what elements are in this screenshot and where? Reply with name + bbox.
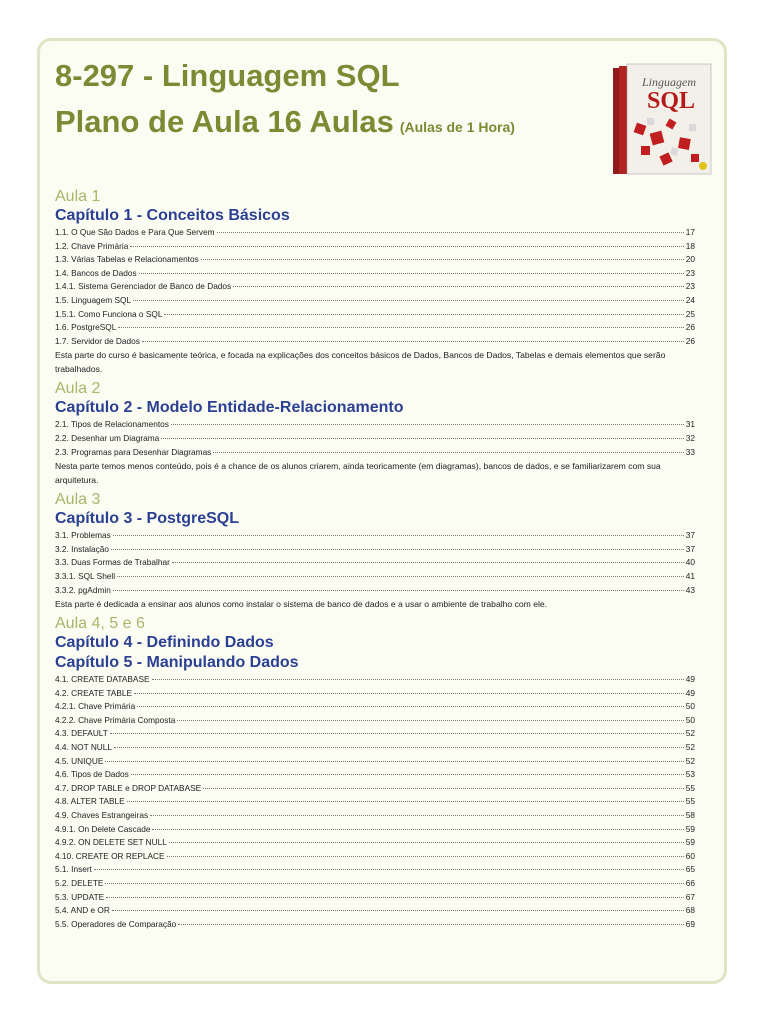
toc-item-label: 3.2. Instalação [55, 543, 109, 554]
toc-item-page: 53 [685, 769, 695, 780]
toc-list [55, 418, 695, 459]
toc-leader-dots [213, 452, 683, 453]
toc-item [55, 446, 695, 460]
toc-item-page: 43 [685, 584, 695, 595]
toc-item-label: 4.9.2. ON DELETE SET NULL [55, 837, 167, 848]
lesson-heading: Aula 1 [55, 188, 101, 205]
toc-leader-dots [217, 232, 684, 233]
lesson-heading: Aula 3 [55, 491, 101, 509]
chapter-heading: Capítulo 3 - PostgreSQL [55, 510, 240, 528]
toc-leader-dots [167, 856, 684, 857]
page-subtitle-suffix: (Aulas de 1 Hora) [399, 119, 515, 135]
toc-item [55, 321, 695, 335]
toc-leader-dots [203, 788, 684, 789]
toc-item-page: 49 [685, 674, 695, 685]
toc-item-page: 66 [685, 878, 695, 888]
toc-item-label: 1.6. PostgreSQL [55, 322, 117, 333]
chapter-heading: Capítulo 2 - Modelo Entidade-Relacionamento [55, 399, 404, 417]
toc-item-page: 18 [685, 240, 695, 251]
toc-item-label: 4.5. UNIQUE [55, 755, 104, 766]
toc-item [55, 529, 695, 543]
toc-item [55, 673, 695, 687]
toc-item [55, 755, 695, 769]
book-cover-image [605, 62, 715, 180]
toc-leader-dots [172, 562, 684, 563]
toc-item [55, 782, 695, 796]
toc-item-page: 23 [685, 281, 695, 292]
toc-leader-dots [118, 327, 683, 328]
toc-item [55, 432, 695, 446]
toc-leader-dots [137, 706, 684, 707]
toc-leader-dots [94, 869, 684, 870]
toc-leader-dots [161, 438, 684, 439]
toc-item-page: 20 [685, 254, 695, 265]
toc-item-label: 4.1. CREATE DATABASE [55, 674, 150, 685]
toc-item-page: 59 [685, 823, 695, 834]
toc-leader-dots [171, 424, 684, 425]
toc-leader-dots [127, 801, 684, 802]
toc-leader-dots [106, 897, 684, 898]
toc-item-page: 52 [685, 742, 695, 753]
toc-item-page: 37 [685, 543, 695, 554]
toc-item-label: 4.3. DEFAULT [55, 728, 108, 739]
toc-item-page: 59 [685, 837, 695, 848]
toc-leader-dots [112, 910, 684, 911]
toc-item [55, 727, 695, 741]
page-title: 8-297 - Linguagem SQL [55, 58, 400, 93]
toc-item-page: 67 [685, 891, 695, 902]
toc-item [55, 226, 695, 240]
toc-item [55, 570, 695, 584]
toc-leader-dots [142, 341, 684, 342]
lesson-heading: Aula 2 [55, 380, 101, 398]
toc-item-label: 1.2. Chave Primária [55, 240, 129, 251]
toc-item-label: 2.3. Programas para Desenhar Diagramas [55, 446, 212, 457]
toc-item-page: 50 [685, 714, 695, 725]
toc-item-page: 52 [685, 755, 695, 766]
toc-item-label: 4.9. Chaves Estrangeiras [55, 810, 149, 821]
toc-item-label: 4.2.2. Chave Primária Composta [55, 714, 176, 725]
toc-item-page: 40 [685, 557, 695, 568]
toc-item-label: 4.2. CREATE TABLE [55, 687, 133, 698]
toc-leader-dots [201, 259, 684, 260]
toc-item [55, 823, 695, 837]
toc-leader-dots [114, 747, 684, 748]
toc-item-label: 5.5. Operadores de Comparação [55, 918, 177, 929]
toc-item-page: 24 [685, 294, 695, 305]
toc-leader-dots [111, 549, 684, 550]
toc-item [55, 280, 695, 294]
toc-item [55, 687, 695, 701]
toc-item [55, 543, 695, 557]
toc-leader-dots [169, 842, 684, 843]
toc-item-page: 58 [685, 810, 695, 821]
toc-item [55, 863, 695, 877]
toc-item [55, 768, 695, 782]
toc-item [55, 795, 695, 809]
toc-leader-dots [131, 774, 684, 775]
chapter-heading: Capítulo 5 - Manipulando Dados [55, 654, 299, 672]
toc-item-label: 3.1. Problemas [55, 530, 111, 541]
toc-item [55, 700, 695, 714]
toc-item [55, 904, 695, 918]
lesson-heading: Aula 4, 5 e 6 [55, 615, 145, 633]
chapter-heading: Capítulo 1 - Conceitos Básicos [55, 207, 290, 224]
toc-leader-dots [177, 720, 683, 721]
toc-item [55, 877, 695, 891]
page-subtitle-text: Plano de Aula 16 Aulas [55, 104, 394, 139]
toc-leader-dots [150, 815, 684, 816]
toc-item-page: 31 [685, 419, 695, 430]
toc-item [55, 850, 695, 864]
toc-item [55, 584, 695, 598]
toc-item-label: 3.3. Duas Formas de Trabalhar [55, 557, 170, 568]
toc-item [55, 418, 695, 432]
toc-item [55, 809, 695, 823]
toc-item-page: 33 [685, 446, 695, 457]
toc-item-label: 2.1. Tipos de Relacionamentos [55, 419, 169, 430]
toc-item-label: 4.10. CREATE OR REPLACE [55, 850, 165, 861]
toc-leader-dots [113, 590, 684, 591]
toc-leader-dots [134, 693, 684, 694]
toc-item-label: 1.4.1. Sistema Gerenciador de Banco de Dados [55, 281, 232, 292]
page-subtitle [55, 104, 515, 140]
toc-leader-dots [117, 576, 684, 577]
toc-item [55, 253, 695, 267]
toc-item-label: 4.4. NOT NULL [55, 742, 113, 753]
toc-item [55, 714, 695, 728]
toc-item-page: 26 [685, 335, 695, 346]
toc-item-label: 3.3.2. pgAdmin [55, 584, 111, 595]
toc-item-label: 1.1. O Que São Dados e Para Que Servem [55, 227, 215, 237]
toc-item [55, 891, 695, 905]
toc-item-page: 25 [685, 308, 695, 319]
lesson-section [55, 380, 695, 487]
toc-item-page: 50 [685, 701, 695, 712]
book-cover-title-top: Linguagem [642, 75, 696, 89]
toc-leader-dots [178, 924, 683, 925]
toc-item [55, 918, 695, 932]
course-content [55, 184, 695, 935]
toc-item-label: 4.9.1. On Delete Cascade [55, 823, 151, 834]
toc-item-label: 1.7. Servidor de Dados [55, 335, 140, 346]
toc-leader-dots [105, 761, 683, 762]
toc-item-label: 5.1. Insert [55, 864, 92, 875]
toc-item-page: 17 [685, 227, 695, 237]
toc-item [55, 240, 695, 254]
lesson-section [55, 188, 695, 376]
toc-leader-dots [233, 286, 684, 287]
toc-item-label: 5.2. DELETE [55, 878, 104, 888]
toc-leader-dots [164, 314, 683, 315]
toc-item-label: 4.7. DROP TABLE e DROP DATABASE [55, 782, 202, 793]
toc-item [55, 294, 695, 308]
toc-item [55, 556, 695, 570]
toc-leader-dots [152, 829, 683, 830]
chapter-heading: Capítulo 4 - Definindo Dados [55, 634, 274, 652]
toc-item [55, 836, 695, 850]
toc-item-page: 55 [685, 796, 695, 807]
toc-item-page: 68 [685, 905, 695, 916]
toc-item [55, 308, 695, 322]
toc-leader-dots [110, 733, 684, 734]
toc-leader-dots [133, 300, 684, 301]
toc-item-label: 3.3.1. SQL Shell [55, 570, 116, 581]
toc-item-label: 1.4. Bancos de Dados [55, 267, 137, 278]
lesson-section [55, 615, 695, 931]
toc-item [55, 741, 695, 755]
toc-leader-dots [152, 679, 684, 680]
toc-item-label: 1.3. Várias Tabelas e Relacionamentos [55, 254, 199, 265]
lesson-description: Nesta parte temos menos conteúdo, pois é a chance de os alunos criarem, ainda teoricamente (em diagramas), bancos de dados, e se familiarizarem com sua arquitetura. [55, 461, 661, 486]
toc-list [55, 673, 695, 931]
toc-leader-dots [139, 273, 684, 274]
toc-item-page: 60 [685, 850, 695, 861]
toc-leader-dots [113, 535, 684, 536]
toc-leader-dots [130, 246, 683, 247]
toc-item-page: 26 [685, 322, 695, 333]
toc-item-label: 1.5. Linguagem SQL [55, 294, 132, 305]
lesson-description: Esta parte é dedicada a ensinar aos alunos como instalar o sistema de banco de dados e a usar o ambiente de trabalho com ele. [55, 599, 548, 610]
toc-list [55, 226, 695, 348]
lesson-description: Esta parte do curso é basicamente teórica, e focada na explicações dos conceitos básicos de Dados, Bancos de Dados, Tabelas e demais elementos que serão trabalhados. [55, 350, 666, 375]
lesson-section [55, 491, 695, 611]
book-cover-title-main: SQL [646, 88, 696, 114]
toc-item-label: 4.6. Tipos de Dados [55, 769, 129, 780]
toc-item-page: 41 [685, 570, 695, 581]
toc-item-label: 2.2. Desenhar um Diagrama [55, 432, 160, 443]
toc-item-page: 32 [685, 432, 695, 443]
toc-item-label: 4.2.1. Chave Primária [55, 701, 136, 712]
toc-item-label: 4.8. ALTER TABLE [55, 796, 125, 807]
toc-item-page: 49 [685, 687, 695, 698]
toc-item-page: 37 [685, 530, 695, 541]
toc-item-page: 23 [685, 267, 695, 278]
toc-item-page: 55 [685, 782, 695, 793]
toc-leader-dots [105, 883, 683, 884]
toc-item-label: 5.4. AND e OR [55, 905, 110, 916]
toc-item-label: 1.5.1. Como Funciona o SQL [55, 308, 163, 319]
toc-item-page: 52 [685, 728, 695, 739]
toc-list [55, 529, 695, 597]
toc-item [55, 335, 695, 349]
toc-item-label: 5.3. UPDATE [55, 891, 105, 902]
toc-item-page: 69 [685, 918, 695, 929]
toc-item-page: 65 [685, 864, 695, 875]
toc-item [55, 267, 695, 281]
